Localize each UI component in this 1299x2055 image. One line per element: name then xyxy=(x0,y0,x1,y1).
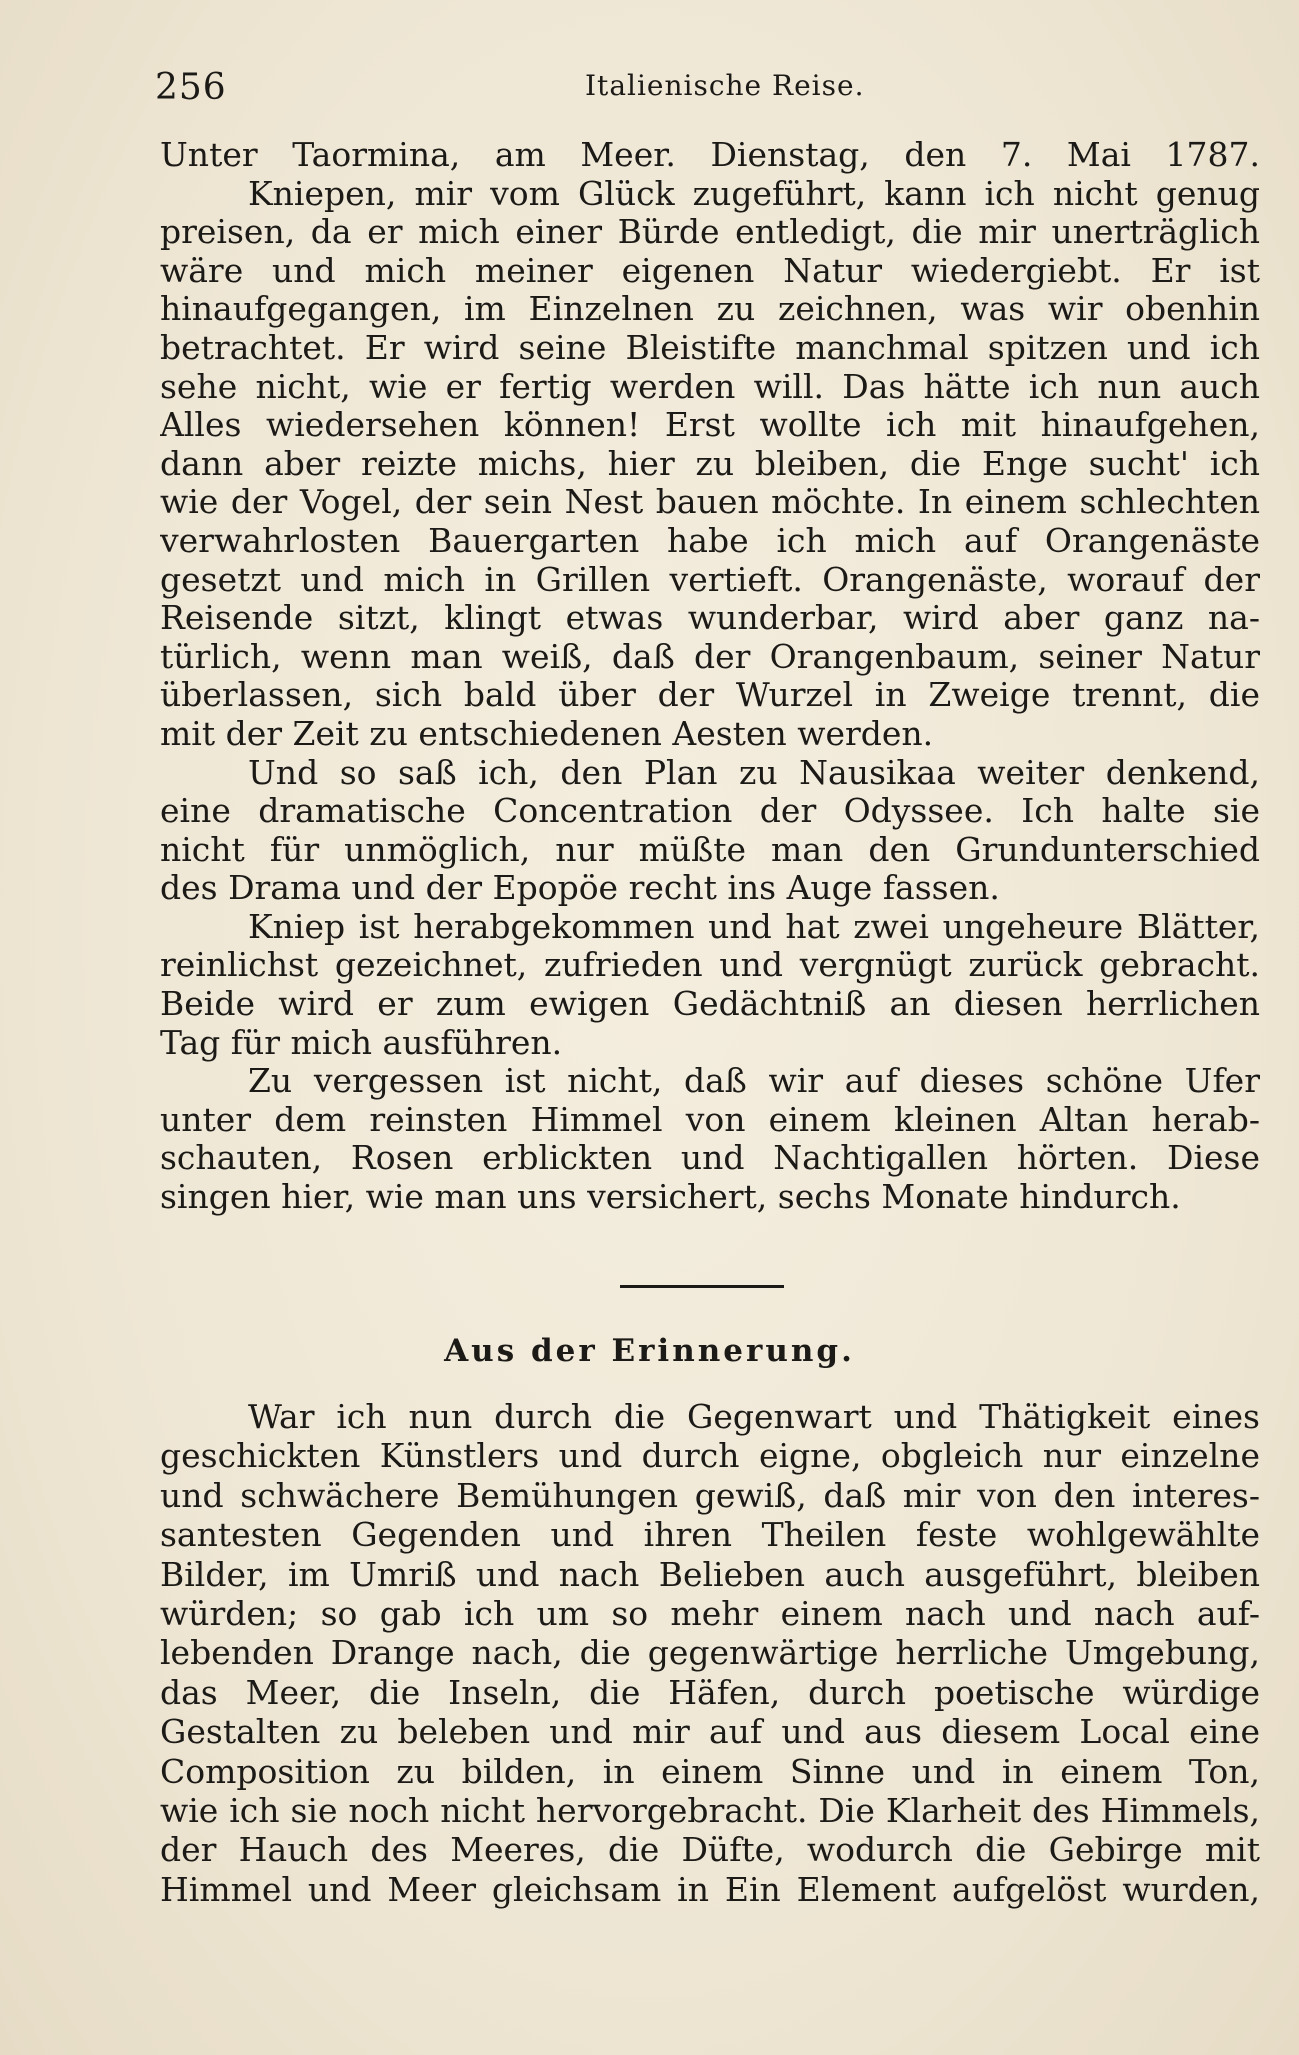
text-line: Beide wird er zum ewigen Gedächtniß an diesen herrlichen xyxy=(160,985,1260,1024)
text-line: wie der Vogel, der sein Nest bauen möchte. In einem schlechten xyxy=(160,483,1260,522)
text-line: Himmel und Meer gleichsam in Ein Element aufgelöst wurden, xyxy=(160,1869,1260,1909)
text-line: Kniepen, mir vom Glück zugeführt, kann ich nicht genug xyxy=(248,174,1260,213)
text-line: und schwächere Bemühungen gewiß, daß mir von den interes- xyxy=(160,1475,1260,1515)
text-line: betrachtet. Er wird seine Bleistifte manchmal spitzen und ich xyxy=(160,328,1260,367)
text-line: hinaufgegangen, im Einzelnen zu zeichnen, was wir obenhin xyxy=(160,290,1260,329)
page-number: 256 xyxy=(155,67,227,108)
text-line: sehe nicht, wie er fertig werden will. Das hätte ich nun auch xyxy=(160,367,1260,406)
text-line: Alles wiedersehen können! Erst wollte ich mit hinaufgehen, xyxy=(160,406,1260,445)
text-line: überlassen, sich bald über der Wurzel in Zweige trennt, die xyxy=(160,676,1260,715)
text-line: gesetzt und mich in Grillen vertieft. Orangenäste, worauf der xyxy=(160,560,1260,599)
entry-dateline: Unter Taormina, am Meer. Dienstag, den 7. Mai 1787. xyxy=(160,136,1260,174)
text-line: Gestalten zu beleben und mir auf und aus diesem Local eine xyxy=(160,1712,1260,1752)
text-line: das Meer, die Inseln, die Häfen, durch poetische würdige xyxy=(160,1672,1260,1712)
text-line: reinlichst gezeichnet, zufrieden und vergnügt zurück gebracht. xyxy=(160,946,1260,985)
text-line: verwahrlosten Bauergarten habe ich mich auf Orangenäste xyxy=(160,521,1260,560)
text-line: Kniep ist herabgekommen und hat zwei ungeheure Blätter, xyxy=(248,907,1260,946)
text-line: singen hier, wie man uns versichert, sechs Monate hindurch. xyxy=(160,1178,1181,1217)
text-line: unter dem reinsten Himmel von einem kleinen Altan herab- xyxy=(160,1100,1260,1139)
text-line: türlich, wenn man weiß, daß der Orangenbaum, seiner Natur xyxy=(160,637,1260,676)
text-line: des Drama und der Epopöe recht ins Auge fassen. xyxy=(160,869,1000,908)
text-line: Tag für mich ausführen. xyxy=(160,1023,563,1062)
text-line: preisen, da er mich einer Bürde entledigt, die mir unerträglich xyxy=(160,213,1260,252)
text-line: schauten, Rosen erblickten und Nachtigallen hörten. Diese xyxy=(160,1139,1260,1178)
text-line: würden; so gab ich um so mehr einem nach und nach auf- xyxy=(160,1593,1260,1633)
text-line: Reisende sitzt, klingt etwas wunderbar, wird aber ganz na- xyxy=(160,599,1260,638)
section-heading: Aus der Erinnerung. xyxy=(444,1333,855,1369)
text-line: santesten Gegenden und ihren Theilen feste wohlgewählte xyxy=(160,1515,1260,1555)
text-line: Und so saß ich, den Plan zu Nausikaa weiter denkend, xyxy=(248,753,1260,792)
text-line: dann aber reizte michs, hier zu bleiben, die Enge sucht' ich xyxy=(160,444,1260,483)
text-line: Composition zu bilden, in einem Sinne und in einem Ton, xyxy=(160,1751,1260,1791)
text-line: Zu vergessen ist nicht, daß wir auf dieses schöne Ufer xyxy=(248,1062,1260,1101)
running-title: Italienische Reise. xyxy=(585,69,865,102)
text-line: mit der Zeit zu entschiedenen Aesten werden. xyxy=(160,714,934,753)
text-line: geschickten Künstlers und durch eigne, obgleich nur einzelne xyxy=(160,1436,1260,1476)
text-line: nicht für unmöglich, nur müßte man den Grundunterschied xyxy=(160,830,1260,869)
section-divider xyxy=(620,1285,784,1288)
text-line: War ich nun durch die Gegenwart und Thätigkeit eines xyxy=(248,1397,1260,1436)
text-line: wäre und mich meiner eigenen Natur wiedergiebt. Er ist xyxy=(160,251,1260,290)
diary-entry xyxy=(160,136,1260,1217)
section-body xyxy=(160,1397,1260,1909)
text-line: lebenden Drange nach, die gegenwärtige herrliche Umgebung, xyxy=(160,1633,1260,1673)
text-line: eine dramatische Concentration der Odyssee. Ich halte sie xyxy=(160,792,1260,831)
text-line: wie ich sie noch nicht hervorgebracht. Die Klarheit des Himmels, xyxy=(160,1790,1260,1830)
text-line: Bilder, im Umriß und nach Belieben auch ausgeführt, bleiben xyxy=(160,1554,1260,1594)
text-line: der Hauch des Meeres, die Düfte, wodurch die Gebirge mit xyxy=(160,1830,1260,1870)
